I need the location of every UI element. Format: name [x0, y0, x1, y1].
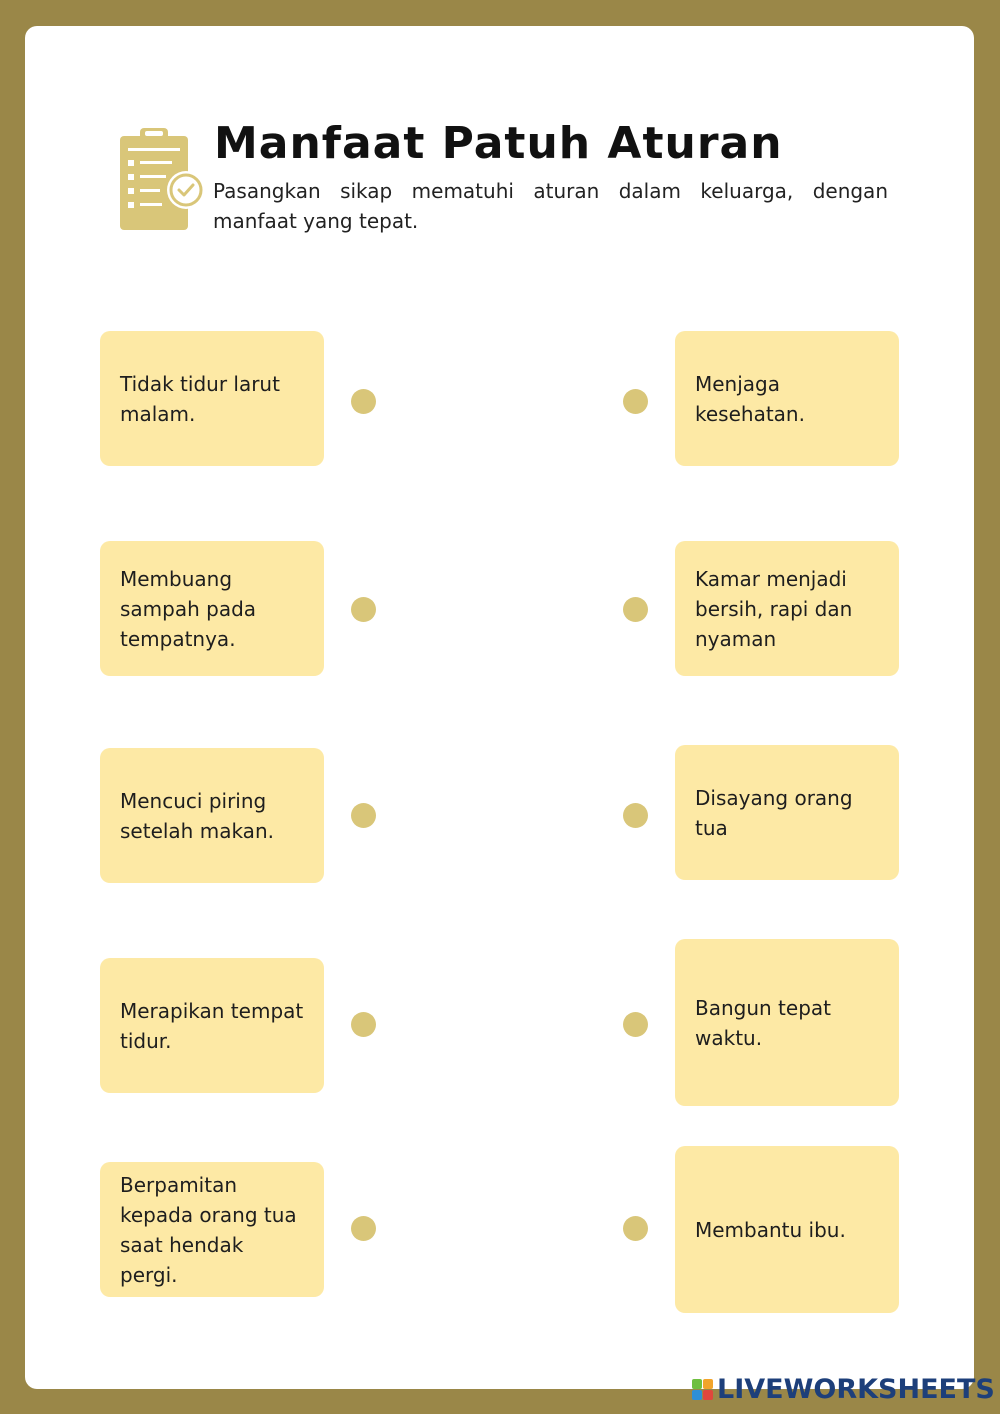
left-card-5 [100, 1162, 324, 1297]
left-card-text: Mencuci piring setelah makan. [120, 788, 274, 843]
left-card-2 [100, 541, 324, 676]
brand-name: LIVEWORKSHEETS [717, 1374, 995, 1405]
left-match-dot-1[interactable] [351, 389, 376, 414]
left-card-text: Membuang sampah pada tempatnya. [120, 566, 257, 651]
right-card-text: Kamar menjadi bersih, rapi dan nyaman [695, 566, 853, 651]
liveworksheets-brand[interactable] [692, 1374, 995, 1405]
left-card-text: Merapikan tempat tidur. [120, 998, 304, 1053]
right-match-dot-5[interactable] [623, 1216, 648, 1241]
right-match-dot-1[interactable] [623, 389, 648, 414]
right-match-dot-3[interactable] [623, 803, 648, 828]
right-card-3 [675, 745, 899, 880]
right-card-text: Menjaga kesehatan. [695, 371, 805, 426]
right-card-text: Disayang orang tua [695, 785, 853, 840]
page-title: Manfaat Patuh Aturan [214, 118, 783, 169]
liveworksheets-logo-icon [692, 1379, 713, 1400]
right-card-5 [675, 1146, 899, 1313]
right-match-dot-4[interactable] [623, 1012, 648, 1037]
left-card-text: Berpamitan kepada orang tua saat hendak pergi. [120, 1172, 297, 1287]
instruction-text: Pasangkan sikap mematuhi aturan dalam keluarga, dengan manfaat yang tepat. [213, 179, 888, 233]
left-match-dot-2[interactable] [351, 597, 376, 622]
right-card-text: Membantu ibu. [695, 1217, 846, 1242]
left-card-3 [100, 748, 324, 883]
left-card-4 [100, 958, 324, 1093]
right-card-text: Bangun tepat waktu. [695, 995, 831, 1050]
left-card-1 [100, 331, 324, 466]
left-match-dot-4[interactable] [351, 1012, 376, 1037]
right-card-4 [675, 939, 899, 1106]
right-card-2 [675, 541, 899, 676]
left-card-text: Tidak tidur larut malam. [120, 371, 280, 426]
right-match-dot-2[interactable] [623, 597, 648, 622]
clipboard-check-icon [116, 126, 208, 234]
left-match-dot-5[interactable] [351, 1216, 376, 1241]
right-card-1 [675, 331, 899, 466]
left-match-dot-3[interactable] [351, 803, 376, 828]
